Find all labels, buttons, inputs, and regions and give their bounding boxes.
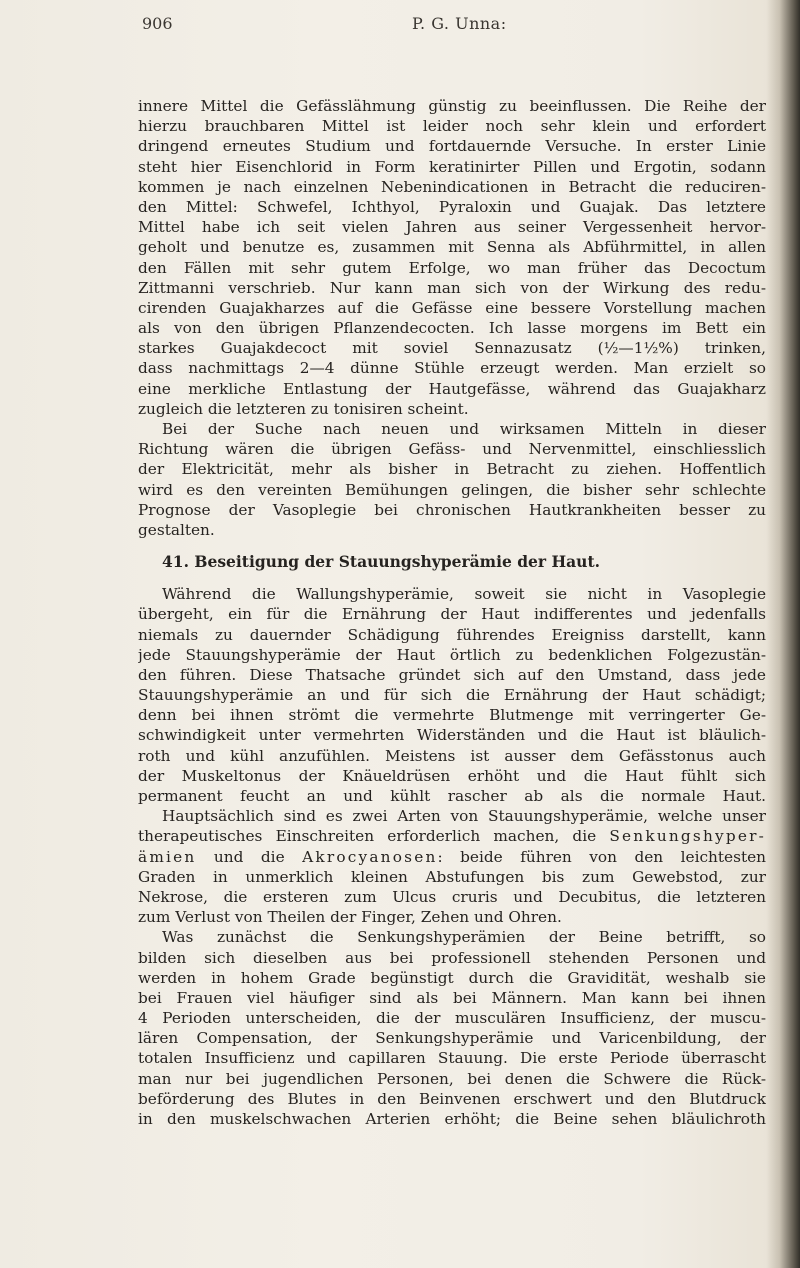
- text-line: schwindigkeit unter vermehrten Widerständen und die Haut ist bläulich-: [138, 726, 766, 745]
- text-line: den führen. Diese Thatsache gründet sich auf den Umstand, dass jede: [138, 665, 766, 684]
- text-line: dass nachmittags 2—4 dünne Stühle erzeugt werden. Man erzielt so: [138, 359, 766, 378]
- text-line: eine merkliche Entlastung der Hautgefässe, während das Guajakharz: [138, 379, 766, 398]
- text-line: innere Mittel die Gefässlähmung günstig zu beeinflussen. Die Reihe der: [138, 97, 766, 115]
- body-text: [138, 96, 766, 1129]
- text-line: Während die Wallungshyperämie, soweit sie nicht in Vasoplegie: [162, 585, 766, 604]
- text-line: [138, 826, 766, 846]
- paragraph-1: [138, 96, 766, 419]
- text-line: Graden in unmerklich kleinen Abstufungen bis zum Gewebstod, zur: [138, 867, 766, 886]
- text-line: denn bei ihnen strömt die vermehrte Blutmenge mit verringerter Ge-: [138, 706, 766, 725]
- text-line: den Mittel: Schwefel, Ichthyol, Pyraloxin und Guajak. Das letztere: [138, 197, 766, 216]
- text-line: permanent feucht an und kühlt rascher ab als die normale Haut.: [138, 787, 766, 805]
- text-line: man nur bei jugendlichen Personen, bei denen die Schwere die Rück-: [138, 1069, 766, 1088]
- text-line: Stauungshyperämie an und für sich die Ernährung der Haut schädigt;: [138, 686, 766, 705]
- text-line: den Fällen mit sehr gutem Erfolge, wo man früher das Decoctum: [138, 258, 766, 277]
- section-heading: 41. Beseitigung der Stauungshyperämie der Haut.: [162, 552, 600, 572]
- text-line: hierzu brauchbaren Mittel ist leider noch sehr klein und erfordert: [138, 117, 766, 136]
- text-line: Prognose der Vasoplegie bei chronischen Hautkrankheiten besser zu: [138, 500, 766, 519]
- spaced-term: ämien: [138, 847, 197, 866]
- running-head: P. G. Unna:: [412, 14, 507, 33]
- text-run: : beide führen von den leichtesten: [437, 847, 766, 866]
- text-run: therapeutisches Einschreiten erforderlich machen, die: [138, 827, 610, 846]
- text-line: werden in hohem Grade begünstigt durch die Gravidität, weshalb sie: [138, 968, 766, 987]
- text-line: der Muskeltonus der Knäueldrüsen erhöht und die Haut fühlt sich: [138, 766, 766, 785]
- text-line: bilden sich dieselben aus bei professionell stehenden Personen und: [138, 948, 766, 967]
- page-header: [142, 14, 762, 38]
- text-line: wird es den vereinten Bemühungen gelingen, die bisher sehr schlechte: [138, 480, 766, 499]
- text-line: kommen je nach einzelnen Nebenindicationen in Betracht die reduciren-: [138, 177, 766, 196]
- text-line: starkes Guajakdecoct mit soviel Sennazusatz (½—1½%) trinken,: [138, 339, 766, 358]
- text-line: Zittmanni verschrieb. Nur kann man sich von der Wirkung des redu-: [138, 278, 766, 297]
- text-line: der Elektricität, mehr als bisher in Betracht zu ziehen. Hoffentlich: [138, 460, 766, 479]
- text-line: roth und kühl anzufühlen. Meistens ist ausser dem Gefässtonus auch: [138, 746, 766, 765]
- text-line: Nekrose, die ersteren zum Ulcus cruris und Decubitus, die letzteren: [138, 887, 766, 906]
- paragraph-2: [138, 419, 766, 540]
- text-line: bei Frauen viel häufiger sind als bei Männern. Man kann bei ihnen: [138, 988, 766, 1007]
- text-line: Hauptsächlich sind es zwei Arten von Stauungshyperämie, welche unser: [162, 807, 766, 826]
- page-number: 906: [142, 14, 173, 33]
- text-line: Bei der Suche nach neuen und wirksamen Mitteln in dieser: [162, 420, 766, 438]
- text-line: jede Stauungshyperämie der Haut örtlich zu bedenklichen Folgezustän-: [138, 645, 766, 664]
- text-line: gestalten.: [138, 520, 215, 539]
- text-line: zum Verlust von Theilen der Finger, Zehen und Ohren.: [138, 908, 562, 927]
- text-line: dringend erneutes Studium und fortdauernde Versuche. In erster Linie: [138, 137, 766, 156]
- text-line: [138, 847, 766, 867]
- text-line: in den muskelschwachen Arterien erhöht; die Beine sehen bläulichroth: [138, 1110, 766, 1128]
- text-line: totalen Insufficienz und capillaren Stauung. Die erste Periode überrascht: [138, 1049, 766, 1068]
- spaced-term: Senkungshyper-: [609, 827, 766, 846]
- text-line: zugleich die letzteren zu tonisiren scheint.: [138, 399, 469, 418]
- paragraph-3: [138, 584, 766, 927]
- text-line: geholt und benutze es, zusammen mit Senna als Abführmittel, in allen: [138, 238, 766, 257]
- page-edge-shadow: [766, 0, 800, 1268]
- text-line: beförderung des Blutes in den Beinvenen erschwert und den Blutdruck: [138, 1089, 766, 1108]
- spaced-term: Akrocyanosen: [302, 847, 438, 866]
- text-line: steht hier Eisenchlorid in Form keratinirter Pillen und Ergotin, sodann: [138, 157, 766, 176]
- text-line: cirenden Guajakharzes auf die Gefässe eine bessere Vorstellung machen: [138, 298, 766, 317]
- text-run: und die: [196, 847, 303, 866]
- paragraph-4: [138, 927, 766, 1129]
- text-line: Richtung wären die übrigen Gefäss- und Nervenmittel, einschliesslich: [138, 440, 766, 459]
- text-line: niemals zu dauernder Schädigung führendes Ereigniss darstellt, kann: [138, 625, 766, 644]
- text-line: 4 Perioden unterscheiden, die der musculären Insufficienz, der muscu-: [138, 1009, 766, 1028]
- text-line: lären Compensation, der Senkungshyperämie und Varicenbildung, der: [138, 1029, 766, 1048]
- text-line: Mittel habe ich seit vielen Jahren aus seiner Vergessenheit hervor-: [138, 218, 766, 237]
- text-line: Was zunächst die Senkungshyperämien der Beine betrifft, so: [162, 928, 766, 947]
- text-line: übergeht, ein für die Ernährung der Haut indifferentes und jedenfalls: [138, 605, 766, 624]
- text-line: als von den übrigen Pflanzendecocten. Ich lasse morgens im Bett ein: [138, 319, 766, 338]
